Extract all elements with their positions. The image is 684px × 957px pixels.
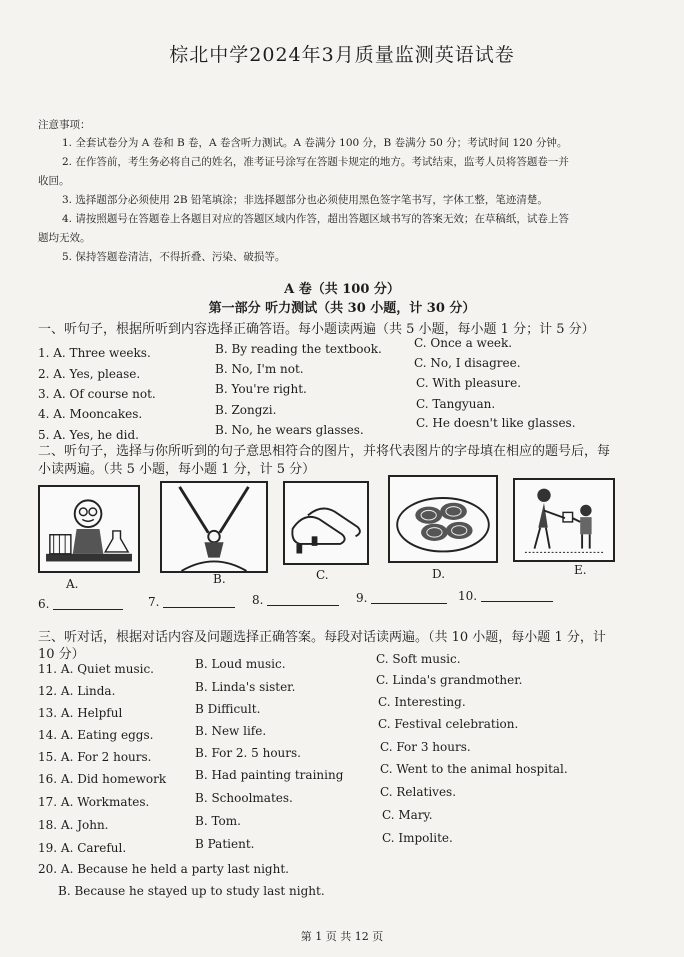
section2-instruction-line1: 二、听句子，选择与你所听到的句子意思相符合的图片，并将代表图片的字母填在相应的题号后，每 — [38, 444, 611, 459]
q12-option-c: C. Linda's grandmother. — [376, 673, 523, 687]
picture-c-label: C. — [316, 568, 329, 582]
picture-b-label: B. — [213, 572, 226, 586]
notes-line-4: 4. 请按照题号在答题卷上各题目对应的答题区域内作答，超出答题区域书写的答案无效；在草稿纸，试卷上答 — [62, 213, 569, 225]
gift-giving-icon — [515, 480, 613, 560]
picture-a — [38, 485, 140, 573]
q1-option-a: 1. A. Three weeks. — [38, 346, 151, 360]
q2-option-a: 2. A. Yes, please. — [38, 367, 141, 381]
q3-option-a: 3. A. Of course not. — [38, 387, 156, 401]
picture-d — [388, 475, 498, 563]
q5-option-a: 5. A. Yes, he did. — [38, 428, 139, 442]
page-footer: 第 1 页 共 12 页 — [300, 930, 384, 943]
q19-option-b: B Patient. — [195, 837, 255, 851]
q5-option-c: C. He doesn't like glasses. — [416, 416, 576, 430]
q19-option-c: C. Impolite. — [382, 831, 453, 845]
q2-option-b: B. No, I'm not. — [215, 362, 304, 376]
q1-option-c: C. Once a week. — [414, 336, 513, 350]
blank-number: 9. — [356, 591, 368, 605]
blank-number: 6. — [38, 597, 50, 611]
q11-option-c: C. Soft music. — [376, 652, 461, 666]
q17-option-a: 17. A. Workmates. — [38, 795, 150, 809]
picture-e-label: E. — [574, 563, 587, 577]
q11-option-b: B. Loud music. — [195, 657, 286, 671]
q15-option-c: C. For 3 hours. — [380, 740, 471, 754]
page-title: 棕北中学2024年3月质量监测英语试卷 — [169, 44, 515, 66]
q14-option-a: 14. A. Eating eggs. — [38, 728, 154, 742]
q12-option-a: 12. A. Linda. — [38, 684, 116, 698]
q13-option-b: B Difficult. — [195, 702, 261, 716]
picture-c — [283, 481, 369, 565]
notes-line-4-cont: 题均无效。 — [38, 232, 91, 244]
section3-instruction-line2: 10 分） — [38, 647, 85, 662]
q15-option-b: B. For 2. 5 hours. — [195, 746, 301, 760]
q1-option-b: B. By reading the textbook. — [215, 342, 382, 356]
blank-number: 8. — [252, 593, 264, 607]
q4-option-a: 4. A. Mooncakes. — [38, 407, 143, 421]
blank-number: 7. — [148, 595, 160, 609]
q17-option-b: B. Schoolmates. — [195, 791, 293, 805]
notes-line-2: 2. 在作答前，考生务必将自己的姓名，准考证号涂写在答题卡规定的地方。考试结束，监考人员将答题卷一并 — [62, 156, 569, 168]
chemistry-lab-icon — [40, 487, 138, 571]
picture-d-label: D. — [432, 567, 446, 581]
answer-blank-6[interactable] — [38, 597, 123, 611]
q20-option-b: B. Because he stayed up to study last night. — [58, 884, 325, 898]
q16-option-c: C. Went to the animal hospital. — [380, 762, 568, 776]
q20-option-a: 20. A. Because he held a party last night. — [38, 862, 289, 876]
q3-option-c: C. With pleasure. — [416, 376, 522, 390]
q4-option-c: C. Tangyuan. — [416, 397, 496, 411]
answer-blank-10[interactable] — [458, 589, 553, 603]
paper-a-heading: A 卷（共 100 分） — [284, 282, 400, 297]
q13-option-c: C. Interesting. — [378, 695, 466, 709]
q14-option-c: C. Festival celebration. — [378, 717, 519, 731]
mooncakes-icon — [390, 477, 496, 561]
q18-option-a: 18. A. John. — [38, 818, 109, 832]
section3-instruction-line1: 三、听对话，根据对话内容及问题选择正确答案。每段对话读两遍。（共 10 小题，每小题 1 分，计 — [38, 630, 606, 645]
notes-line-5: 5. 保持答题卷清洁，不得折叠、污染、破损等。 — [62, 251, 286, 263]
q19-option-a: 19. A. Careful. — [38, 841, 127, 855]
q17-option-c: C. Relatives. — [380, 785, 457, 799]
notes-line-2-cont: 收回。 — [38, 175, 70, 187]
q16-option-b: B. Had painting training — [195, 768, 344, 782]
q2-option-c: C. No, I disagree. — [414, 356, 521, 370]
notes-heading: 注意事项： — [38, 119, 91, 131]
picture-a-label: A. — [66, 577, 79, 591]
answer-blank-8[interactable] — [252, 593, 339, 607]
section2-instruction-line2: 小读两遍。（共 5 小题，每小题 1 分，计 5 分） — [38, 462, 316, 477]
picture-b — [160, 481, 268, 573]
necklace-icon — [162, 483, 266, 571]
picture-e — [513, 478, 615, 562]
q12-option-b: B. Linda's sister. — [195, 680, 296, 694]
q18-option-c: C. Mary. — [382, 808, 433, 822]
q11-option-a: 11. A. Quiet music. — [38, 662, 154, 676]
q14-option-b: B. New life. — [195, 724, 267, 738]
q16-option-a: 16. A. Did homework — [38, 772, 167, 786]
blank-number: 10. — [458, 589, 478, 603]
answer-blank-9[interactable] — [356, 591, 447, 605]
notes-line-3: 3. 选择题部分必须使用 2B 铅笔填涂；非选择题部分也必须使用黑色签字笔书写，字体工整，笔迹清楚。 — [62, 194, 548, 206]
part1-heading: 第一部分 听力测试（共 30 小题，计 30 分） — [208, 301, 476, 316]
section1-instruction: 一、听句子，根据所听到内容选择正确答语。每小题读两遍（共 5 小题，每小题 1 分；计 5 分） — [38, 322, 595, 337]
notes-line-1: 1. 全套试卷分为 A 卷和 B 卷，A 卷含听力测试。A 卷满分 100 分，B 卷满分 50 分；考试时间 120 分钟。 — [62, 137, 568, 149]
answer-blank-7[interactable] — [148, 595, 235, 609]
q5-option-b: B. No, he wears glasses. — [215, 423, 364, 437]
q13-option-a: 13. A. Helpful — [38, 706, 123, 720]
q4-option-b: B. Zongzi. — [215, 403, 277, 417]
q3-option-b: B. You're right. — [215, 382, 307, 396]
q18-option-b: B. Tom. — [195, 814, 241, 828]
shoes-icon — [285, 483, 367, 563]
q15-option-a: 15. A. For 2 hours. — [38, 750, 152, 764]
